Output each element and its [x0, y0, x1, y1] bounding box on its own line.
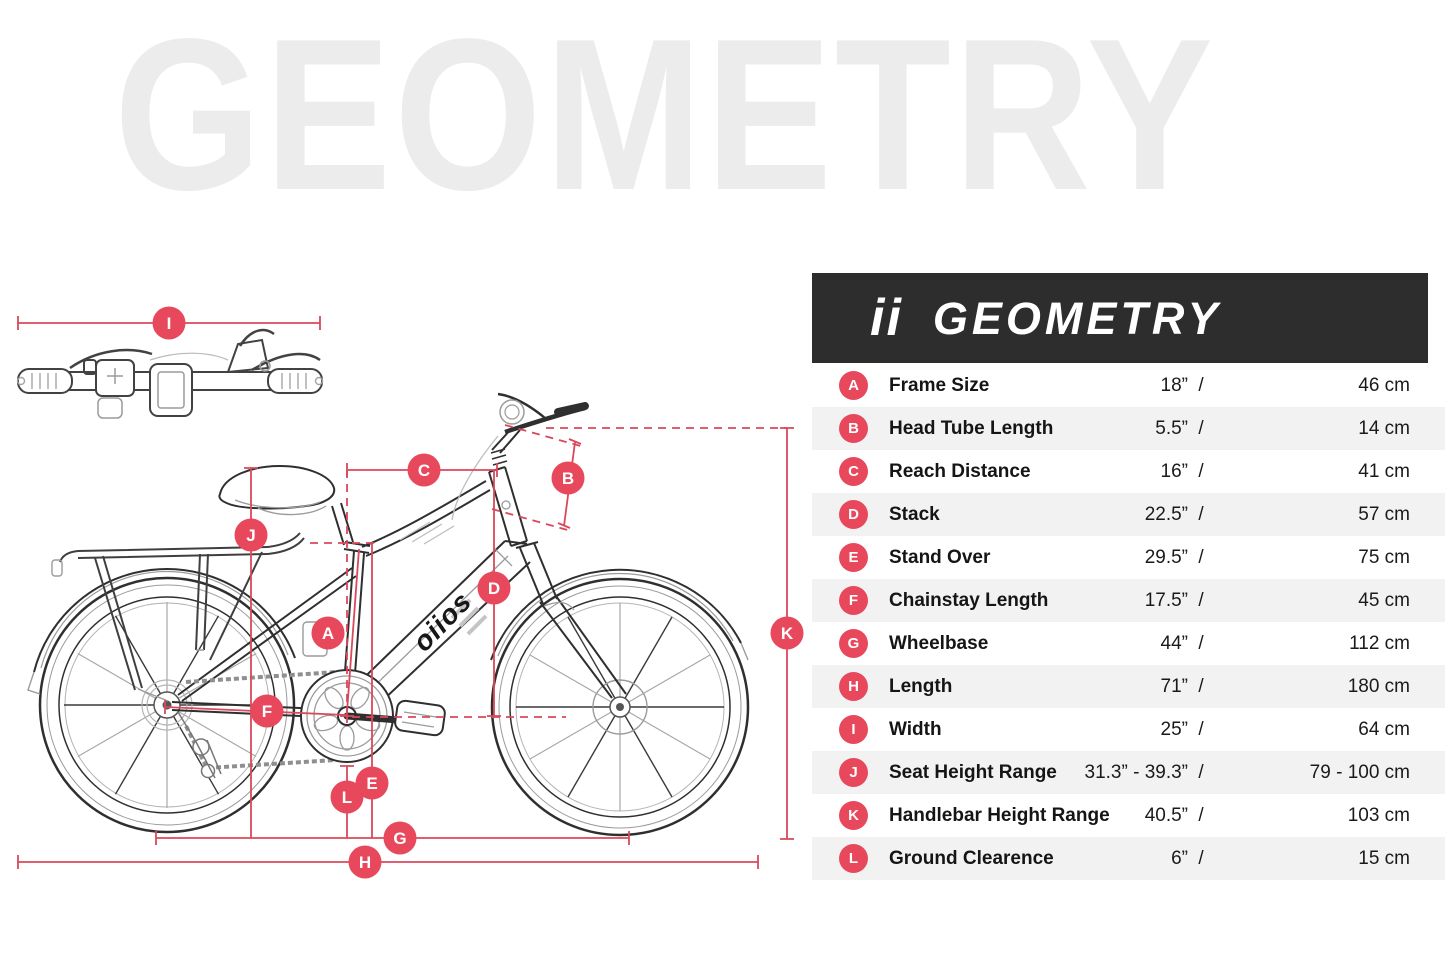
svg-text:G: G — [393, 828, 407, 848]
svg-text:B: B — [561, 468, 575, 488]
svg-text:L: L — [341, 787, 353, 807]
spec-table-header — [812, 273, 1428, 363]
row-cm: 112 cm — [1349, 632, 1410, 654]
row-cm: 46 cm — [1358, 374, 1410, 396]
table-row — [812, 837, 1445, 880]
row-sep: / — [1198, 804, 1204, 826]
badge-G — [384, 822, 417, 855]
row-cm: 64 cm — [1358, 718, 1410, 740]
row-label: Handlebar Height Range — [889, 804, 1110, 826]
table-row — [812, 536, 1445, 579]
table-row — [812, 665, 1445, 708]
row-label: Seat Height Range — [889, 761, 1057, 783]
svg-text:D: D — [487, 578, 501, 598]
row-inch: 25” — [1160, 718, 1188, 740]
row-inch: 5.5” — [1155, 417, 1188, 439]
row-badge: F — [839, 586, 868, 615]
badge-L — [331, 781, 364, 814]
svg-text:I: I — [166, 313, 172, 333]
spec-rows — [812, 364, 1445, 880]
row-sep: / — [1198, 761, 1204, 783]
row-inch: 44” — [1160, 632, 1188, 654]
row-cm: 15 cm — [1358, 847, 1410, 869]
row-label: Head Tube Length — [889, 417, 1054, 439]
row-sep: / — [1198, 417, 1204, 439]
row-sep: / — [1198, 503, 1204, 525]
badge-D — [478, 572, 511, 605]
table-row — [812, 708, 1445, 751]
row-badge: E — [839, 543, 868, 572]
row-inch: 6” — [1171, 847, 1188, 869]
row-inch: 71” — [1160, 675, 1188, 697]
row-label: Stack — [889, 503, 940, 525]
row-badge: D — [839, 500, 868, 529]
row-label: Length — [889, 675, 953, 697]
row-badge: C — [839, 457, 868, 486]
row-inch: 17.5” — [1144, 589, 1188, 611]
table-row — [812, 493, 1445, 536]
row-cm: 57 cm — [1358, 503, 1410, 525]
row-badge: J — [839, 758, 868, 787]
brand-ii-logo: ii — [870, 289, 903, 347]
row-sep: / — [1198, 546, 1204, 568]
table-row — [812, 794, 1445, 837]
spec-table-title: GEOMETRY — [932, 292, 1222, 344]
table-row — [812, 364, 1445, 407]
row-sep: / — [1198, 460, 1204, 482]
row-badge: H — [839, 672, 868, 701]
row-sep: / — [1198, 675, 1204, 697]
row-inch: 18” — [1160, 374, 1188, 396]
row-badge: I — [839, 715, 868, 744]
badge-C — [408, 454, 441, 487]
row-label: Ground Clearence — [889, 847, 1054, 869]
row-inch: 16” — [1160, 460, 1188, 482]
badge-B — [552, 462, 585, 495]
row-inch: 22.5” — [1144, 503, 1188, 525]
svg-text:K: K — [780, 623, 794, 643]
row-badge: K — [839, 801, 868, 830]
row-sep: / — [1198, 374, 1204, 396]
row-label: Stand Over — [889, 546, 991, 568]
drivetrain — [178, 670, 446, 778]
row-label: Wheelbase — [889, 632, 989, 654]
table-row — [812, 751, 1445, 794]
table-row — [812, 407, 1445, 450]
badge-F — [251, 695, 284, 728]
svg-text:A: A — [321, 623, 335, 643]
row-sep: / — [1198, 589, 1204, 611]
handlebar-top-view — [18, 330, 323, 418]
row-inch: 29.5” — [1144, 546, 1188, 568]
svg-text:E: E — [366, 773, 378, 793]
badge-I — [153, 307, 186, 340]
row-cm: 75 cm — [1358, 546, 1410, 568]
row-cm: 103 cm — [1347, 804, 1410, 826]
badge-J — [235, 519, 268, 552]
badge-H — [349, 846, 382, 879]
front-wheel — [492, 579, 748, 835]
row-badge: B — [839, 414, 868, 443]
row-inch: 31.3” - 39.3” — [1084, 761, 1188, 783]
row-badge: L — [839, 844, 868, 873]
row-sep: / — [1198, 632, 1204, 654]
row-cm: 180 cm — [1347, 675, 1410, 697]
row-cm: 79 - 100 cm — [1309, 761, 1410, 783]
row-sep: / — [1198, 847, 1204, 869]
row-label: Chainstay Length — [889, 589, 1049, 611]
watermark-text: GEOMETRY — [114, 0, 1216, 235]
frame-brand-text: oiios — [406, 585, 478, 658]
row-sep: / — [1198, 718, 1204, 740]
row-cm: 45 cm — [1358, 589, 1410, 611]
row-label: Frame Size — [889, 374, 990, 396]
row-cm: 41 cm — [1358, 460, 1410, 482]
badge-A — [312, 617, 345, 650]
table-row — [812, 579, 1445, 622]
table-row — [812, 450, 1445, 493]
row-cm: 14 cm — [1358, 417, 1410, 439]
rear-fender — [28, 569, 295, 694]
table-row — [812, 622, 1445, 665]
row-badge: G — [839, 629, 868, 658]
badge-K — [771, 617, 804, 650]
frame — [172, 394, 626, 718]
row-inch: 40.5” — [1144, 804, 1188, 826]
svg-text:J: J — [246, 525, 256, 545]
row-badge: A — [839, 371, 868, 400]
svg-text:F: F — [261, 701, 273, 721]
bike-drawing — [28, 394, 748, 835]
svg-text:C: C — [417, 460, 431, 480]
row-label: Width — [889, 718, 942, 740]
svg-text:H: H — [358, 852, 372, 872]
row-label: Reach Distance — [889, 460, 1031, 482]
